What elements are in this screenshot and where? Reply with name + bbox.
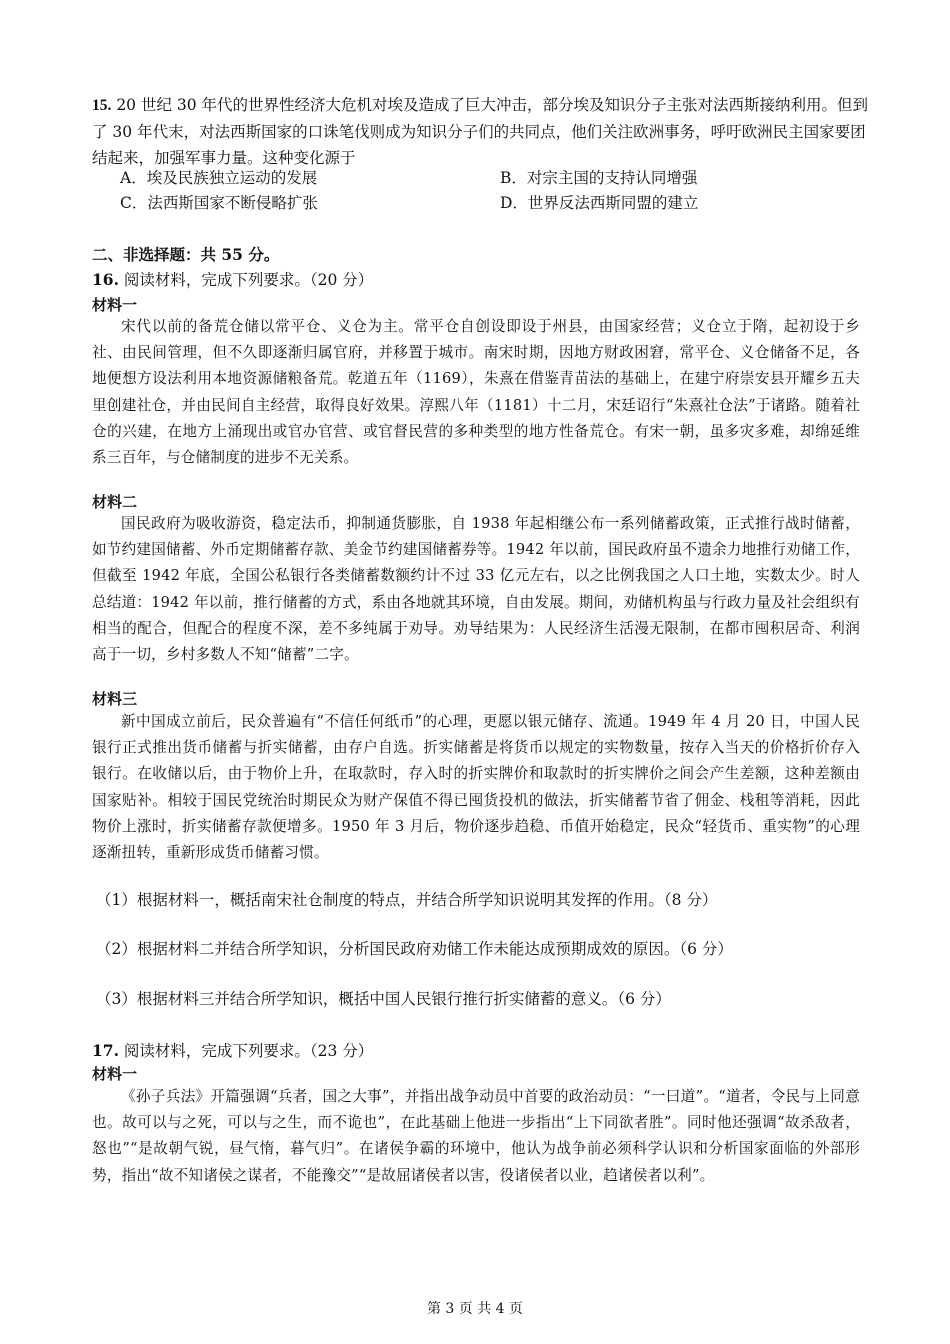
material-label: 材料二 — [92, 493, 138, 511]
material-label: 材料一 — [92, 1065, 138, 1083]
material-label: 材料三 — [92, 690, 138, 708]
question-stem: 20 世纪 30 年代的世界性经济大危机对埃及造成了巨大冲击，部分埃及知识分子主张对法西斯接纳利用。但到了 30 年代末，对法西斯国家的口诛笔伐则成为知识分子们的共同点，他们关注欧洲事务，呼吁欧洲民主国家要团结起来，加强军事力量。这种变化源于 — [92, 96, 869, 167]
question-number: 16. — [92, 270, 119, 289]
material-text: 宋代以前的备荒仓储以常平仓、义仓为主。常平仓自创设即设于州县，由国家经营；义仓立于隋，起初设于乡社、由民间管理，但不久即逐渐归属官府，并移置于城市。南宋时期，因地方财政困窘，常平仓、义仓储备不足，各地便想方设法利用本地资源储粮备荒。乾道五年（1169），朱熹在借鉴青苗法的基础上，在建宁府崇安县开耀乡五夫里创建社仓，并由民间自主经营，取得良好效果。淳熙八年（1181）十二月，宋廷诏行“朱熹社仓法”于诸路。随着社仓的兴建，在地方上涌现出或官办官营、或官督民营的多种类型的地方性备荒仓。有宋一朝，虽多灾多难，却绵延维系三百年，与仓储制度的进步不无关系。 — [92, 318, 860, 467]
subquestion: （3）根据材料三并结合所学知识，概括中国人民银行推行折实储蓄的意义。（6 分） — [96, 990, 671, 1008]
question-15-options — [120, 166, 880, 216]
option-c[interactable]: C．法西斯国家不断侵略扩张 — [120, 194, 318, 212]
material-text: 国民政府为吸收游资，稳定法币，抑制通货膨胀，自 1938 年起相继公布一系列储蓄政策，正式推行战时储蓄，如节约建国储蓄、外币定期储蓄存款、美金节约建国储蓄券等。1942 年以前，国民政府虽不遗余力地推行劝储工作，但截至 1942 年底，全国公私银行各类储蓄数额约计不过 33 亿元左右，以之比例我国之人口土地，实数太少。时人总结道：1942 年以前，推行储蓄的方式，系由各地就其环境，自由发展。期间，劝储机构虽与行政力量及社会组织有相当的配合，但配合的程度不深，差不多纯属于劝导。劝导结果为：人民经济生活漫无限制，在都市囤积居奇、利润高于一切，乡村多数人不知“储蓄”二字。 — [92, 515, 860, 664]
subquestion: （2）根据材料二并结合所学知识，分析国民政府劝储工作未能达成预期成效的原因。（6 分） — [96, 940, 733, 958]
question-16-header — [92, 268, 373, 292]
material-label: 材料一 — [92, 296, 138, 314]
page-footer: 第 3 页 共 4 页 — [426, 1301, 524, 1317]
material-text: 新中国成立前后，民众普遍有“不信任何纸币”的心理，更愿以银元储存、流通。1949 年 4 月 20 日，中国人民银行正式推出货币储蓄与折实储蓄，由存户自选。折实储蓄是将货币以规定的实物数量，按存入当天的价格折价存入银行。在收储以后，由于物价上升，在取款时，存入时的折实牌价和取款时的折实牌价之间会产生差额，这种差额由国家贴补。相较于国民党统治时期民众为财产保值不得已囤货投机的做法，折实储蓄节省了佣金、栈租等消耗，因此物价上涨时，折实储蓄存款便增多。1950 年 3 月后，物价逐步趋稳、币值开始稳定，民众“轻货币、重实物”的心理逐渐扭转，重新形成货币储蓄习惯。 — [92, 713, 860, 862]
option-d[interactable]: D．世界反法西斯同盟的建立 — [500, 194, 699, 212]
question-15 — [92, 92, 872, 171]
question-17-header — [92, 1039, 373, 1063]
subquestion: （1）根据材料一，概括南宋社仓制度的特点，并结合所学知识说明其发挥的作用。（8 分） — [96, 891, 718, 909]
question-instruction: 阅读材料，完成下列要求。（20 分） — [123, 271, 374, 289]
option-b[interactable]: B．对宗主国的支持认同增强 — [500, 169, 698, 187]
section-heading: 二、非选择题：共 55 分。 — [92, 245, 280, 264]
option-a[interactable]: A．埃及民族独立运动的发展 — [120, 169, 318, 187]
question-instruction: 阅读材料，完成下列要求。（23 分） — [123, 1042, 374, 1060]
question-number: 15. — [92, 97, 112, 114]
material-text: 《孙子兵法》开篇强调“兵者，国之大事”，并指出战争动员中首要的政治动员：“一曰道”。“道者，令民与上同意也。故可以与之死，可以与之生，而不诡也”，在此基础上他进一步指出“上下同欲者胜”。同时他还强调“故杀敌者，怒也”“是故朝气锐，昼气惰，暮气归”。在诸侯争霸的环境中，他认为战争前必须科学认识和分析国家面临的外部形势，指出“故不知诸侯之谋者，不能豫交”“是故屈诸侯者以害，役诸侯者以业，趋诸侯者以利”。 — [92, 1088, 860, 1184]
question-number: 17. — [92, 1041, 119, 1060]
